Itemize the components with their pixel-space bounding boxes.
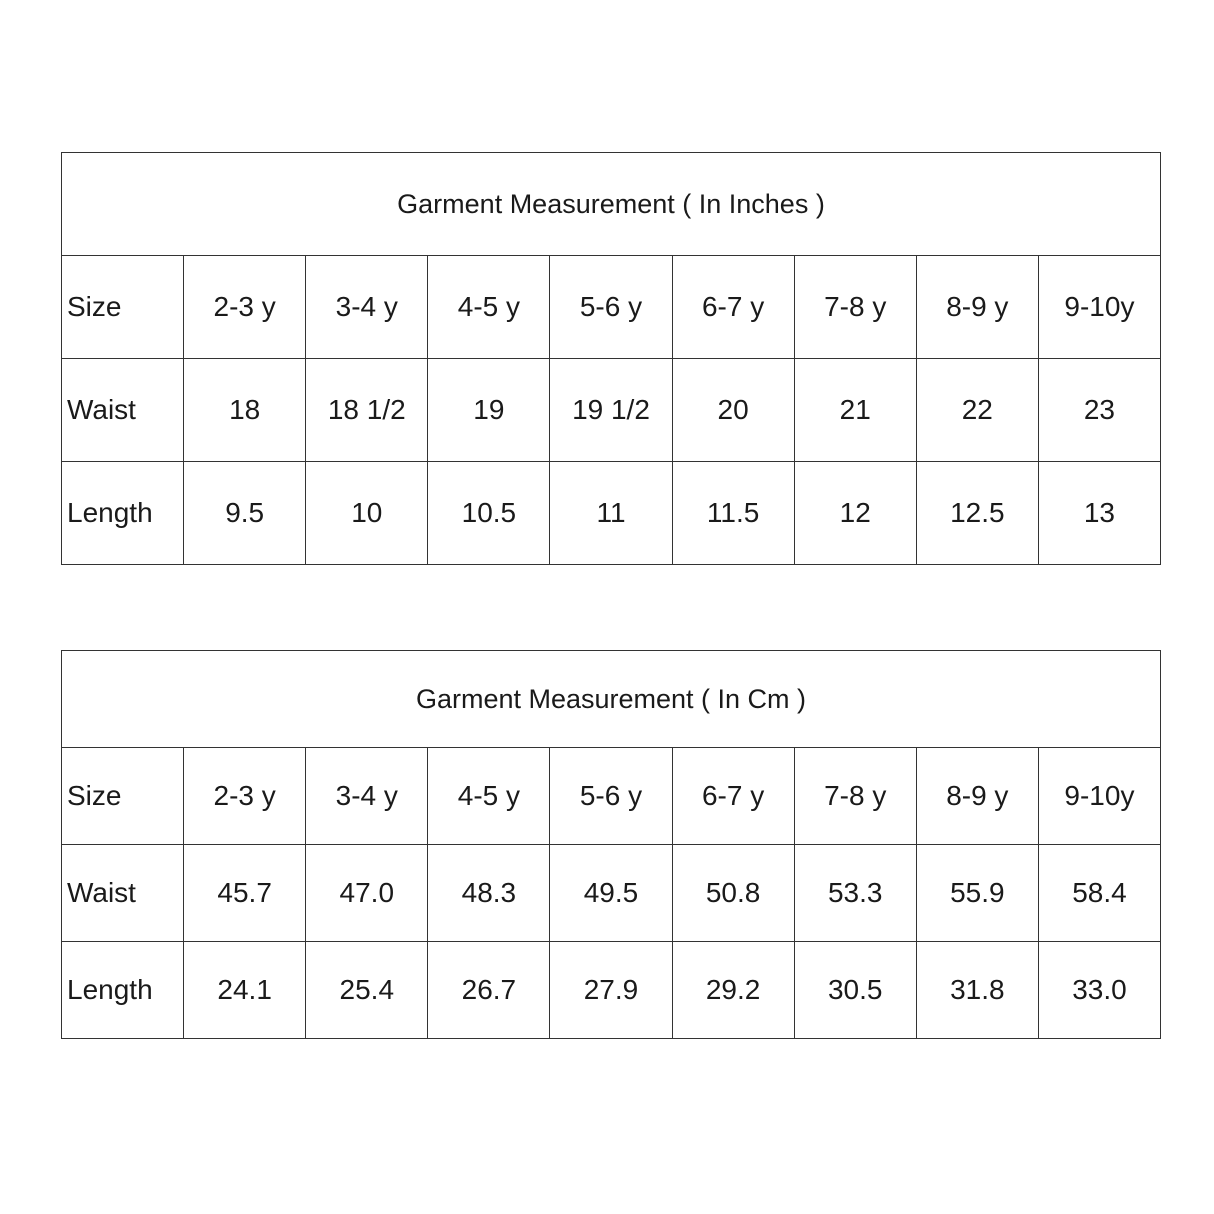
size-cell: 2-3 y — [184, 256, 306, 359]
size-cell: 3-4 y — [306, 256, 428, 359]
length-cell: 33.0 — [1038, 942, 1160, 1039]
waist-cell: 47.0 — [306, 845, 428, 942]
length-cell: 11 — [550, 462, 672, 565]
size-cell: 2-3 y — [184, 748, 306, 845]
length-cell: 12 — [794, 462, 916, 565]
waist-cell: 55.9 — [916, 845, 1038, 942]
waist-row — [62, 845, 1161, 942]
waist-cell: 58.4 — [1038, 845, 1160, 942]
waist-cell: 45.7 — [184, 845, 306, 942]
length-cell: 26.7 — [428, 942, 550, 1039]
size-cell: 9-10y — [1038, 256, 1160, 359]
waist-cell: 48.3 — [428, 845, 550, 942]
size-cell: 7-8 y — [794, 256, 916, 359]
waist-cell: 53.3 — [794, 845, 916, 942]
waist-cell: 21 — [794, 359, 916, 462]
row-label: Size — [62, 256, 184, 359]
waist-cell: 19 — [428, 359, 550, 462]
waist-cell: 18 — [184, 359, 306, 462]
size-cell: 6-7 y — [672, 256, 794, 359]
length-cell: 13 — [1038, 462, 1160, 565]
size-row — [62, 748, 1161, 845]
waist-cell: 20 — [672, 359, 794, 462]
length-cell: 25.4 — [306, 942, 428, 1039]
size-cell: 4-5 y — [428, 748, 550, 845]
table-title-row — [62, 153, 1161, 256]
table-title: Garment Measurement ( In Inches ) — [62, 153, 1161, 256]
length-cell: 10.5 — [428, 462, 550, 565]
size-cell: 9-10y — [1038, 748, 1160, 845]
size-cell: 6-7 y — [672, 748, 794, 845]
row-label: Length — [62, 942, 184, 1039]
size-cell: 8-9 y — [916, 748, 1038, 845]
row-label: Waist — [62, 845, 184, 942]
length-cell: 12.5 — [916, 462, 1038, 565]
table-title-row — [62, 651, 1161, 748]
cm-measurement-table — [61, 650, 1161, 1039]
waist-cell: 19 1/2 — [550, 359, 672, 462]
length-cell: 27.9 — [550, 942, 672, 1039]
length-cell: 10 — [306, 462, 428, 565]
length-row — [62, 462, 1161, 565]
size-cell: 3-4 y — [306, 748, 428, 845]
row-label: Waist — [62, 359, 184, 462]
size-cell: 4-5 y — [428, 256, 550, 359]
size-cell: 5-6 y — [550, 256, 672, 359]
waist-cell: 22 — [916, 359, 1038, 462]
size-cell: 8-9 y — [916, 256, 1038, 359]
table-title: Garment Measurement ( In Cm ) — [62, 651, 1161, 748]
size-row — [62, 256, 1161, 359]
length-cell: 9.5 — [184, 462, 306, 565]
waist-cell: 50.8 — [672, 845, 794, 942]
waist-row — [62, 359, 1161, 462]
length-cell: 11.5 — [672, 462, 794, 565]
length-cell: 30.5 — [794, 942, 916, 1039]
waist-cell: 18 1/2 — [306, 359, 428, 462]
size-cell: 7-8 y — [794, 748, 916, 845]
inches-measurement-table — [61, 152, 1161, 565]
length-cell: 31.8 — [916, 942, 1038, 1039]
row-label: Length — [62, 462, 184, 565]
size-cell: 5-6 y — [550, 748, 672, 845]
row-label: Size — [62, 748, 184, 845]
length-row — [62, 942, 1161, 1039]
length-cell: 29.2 — [672, 942, 794, 1039]
waist-cell: 23 — [1038, 359, 1160, 462]
waist-cell: 49.5 — [550, 845, 672, 942]
length-cell: 24.1 — [184, 942, 306, 1039]
